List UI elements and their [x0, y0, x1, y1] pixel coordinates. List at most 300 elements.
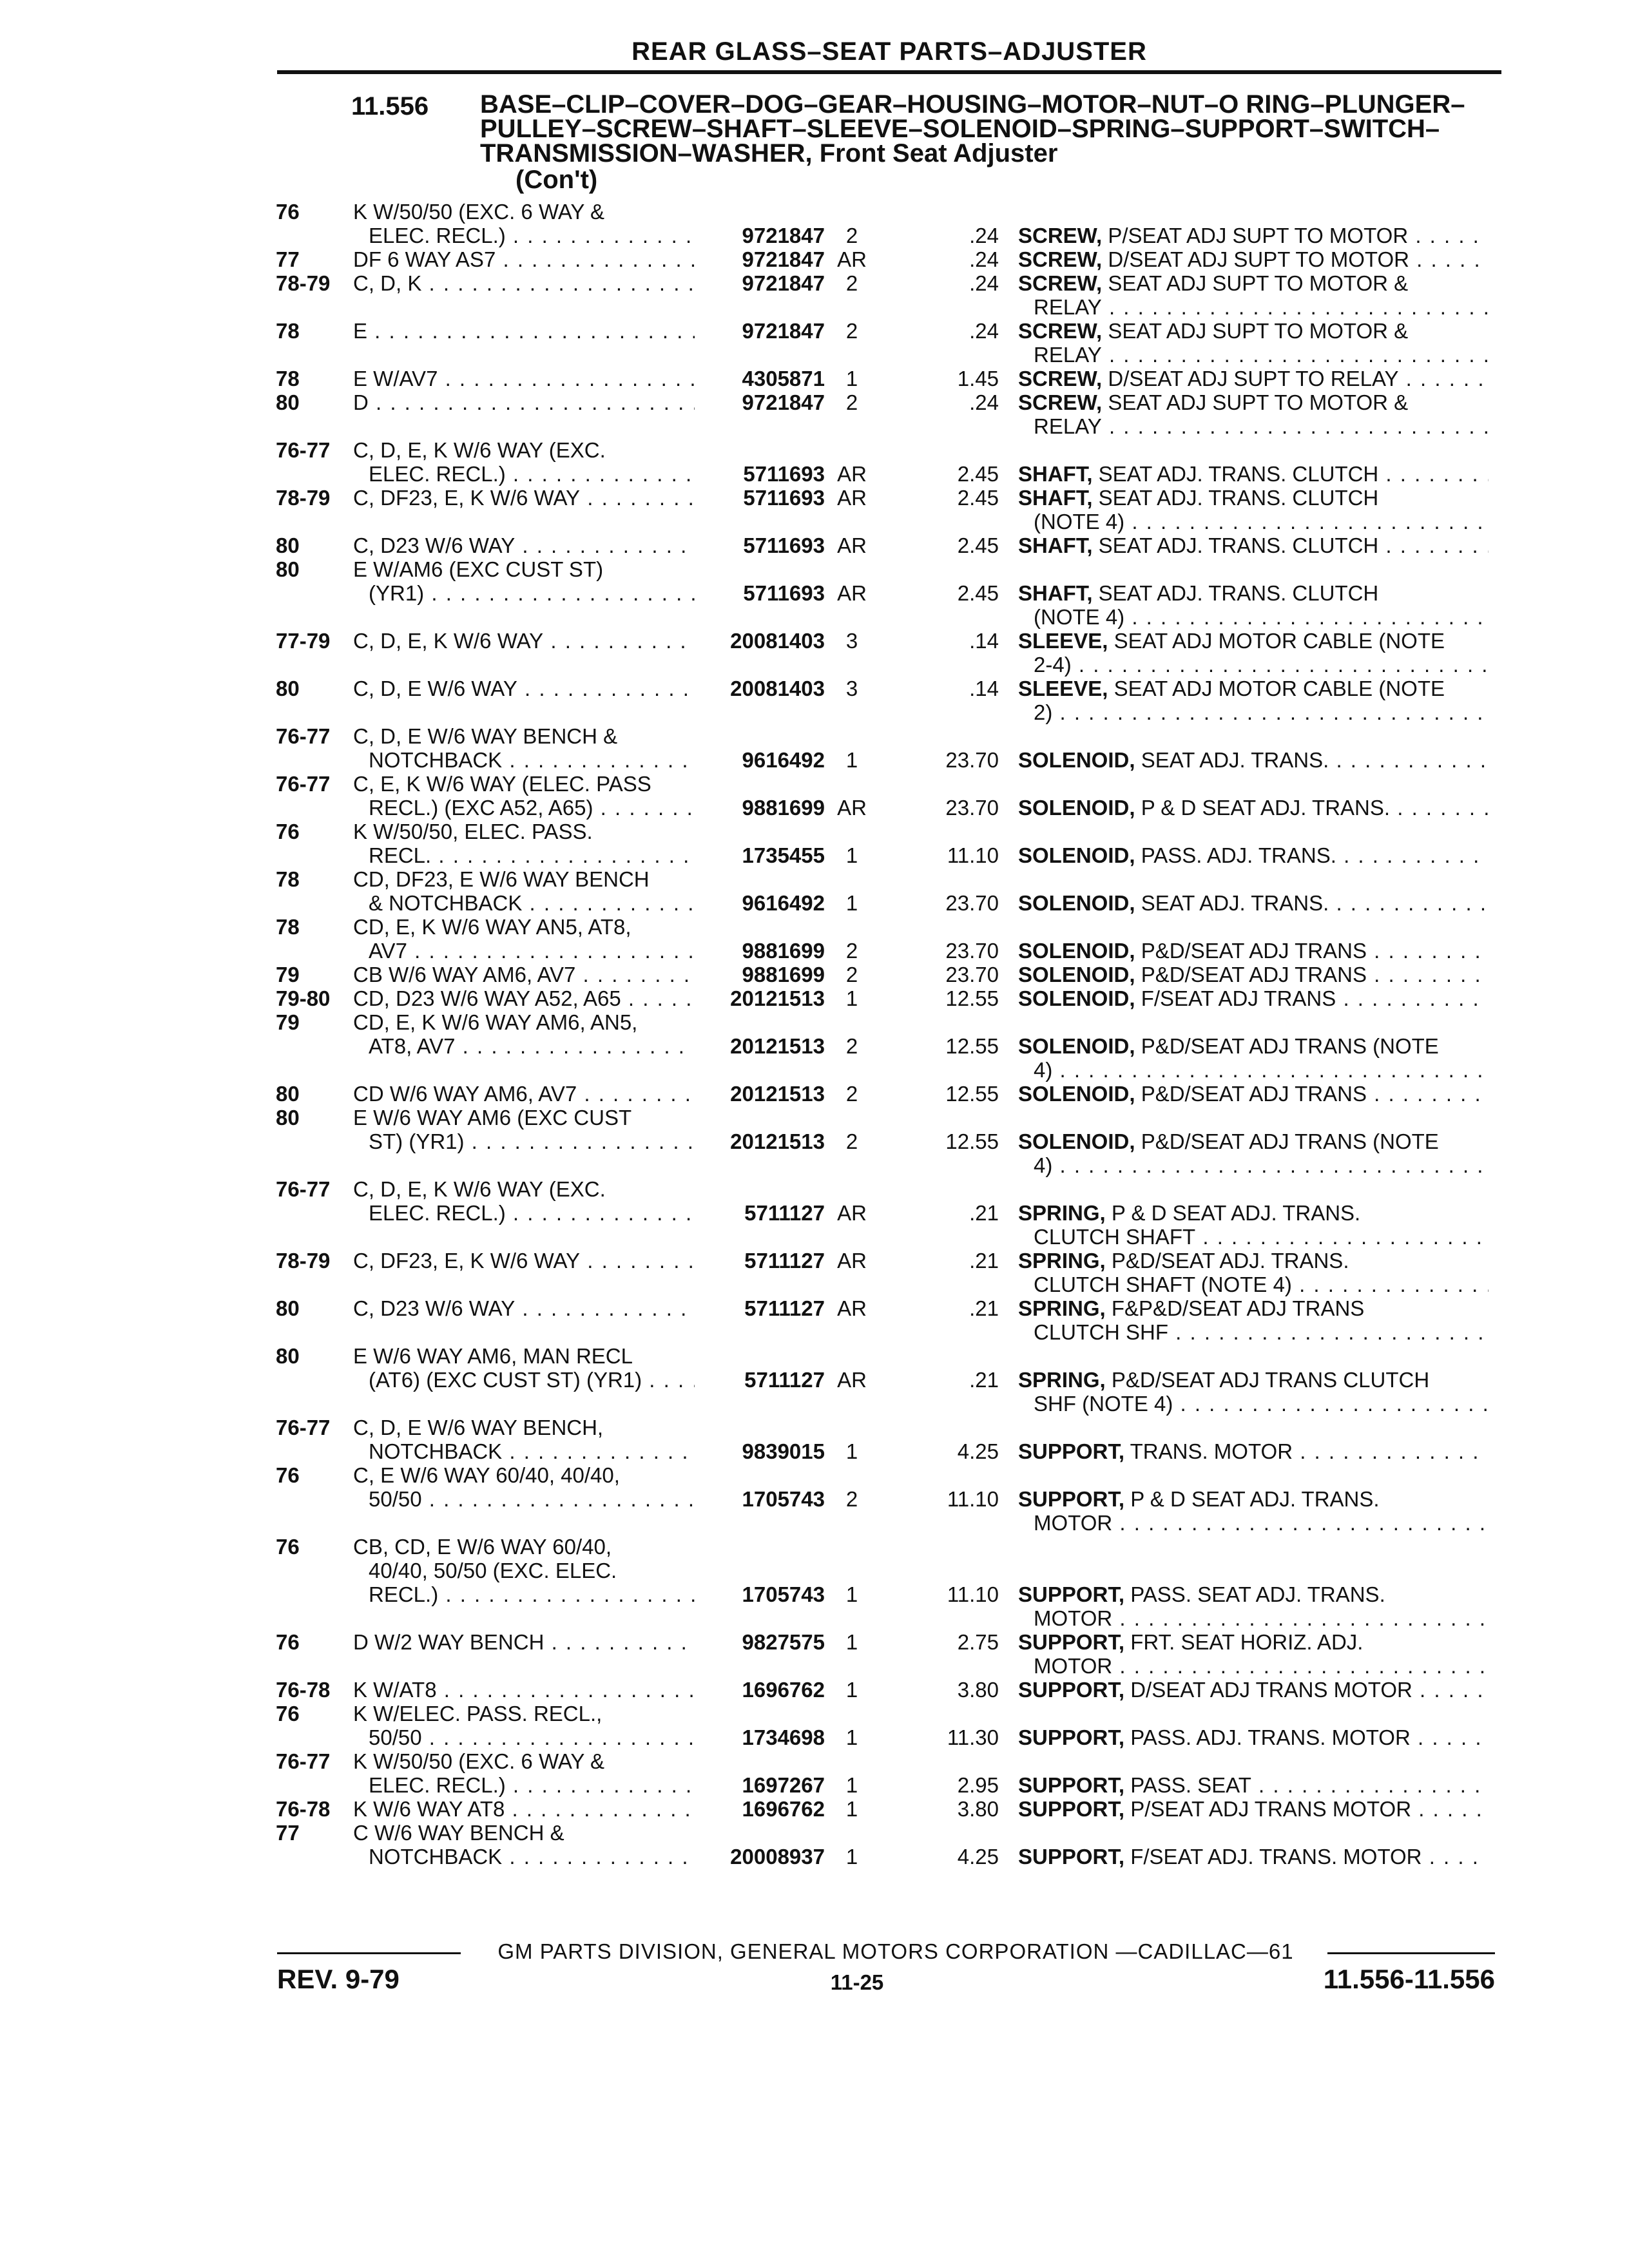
part-name-line — [1018, 1082, 1489, 1106]
footer-revision: REV. 9-79 — [277, 1964, 400, 1994]
part-name-keyword: SCREW, — [1018, 247, 1103, 271]
part-name-line — [1018, 1201, 1489, 1225]
part-name-line — [1018, 748, 1489, 772]
part-number: 20121513 — [730, 1082, 825, 1106]
description-line: CD, E, K W/6 WAY AM6, AN5, — [353, 1010, 638, 1034]
part-name-line — [1018, 486, 1489, 510]
section-title: BASE–CLIP–COVER–DOG–GEAR–HOUSING–MOTOR–NUT–O RING–PLUNGER–PULLEY–SCREW–SHAFT–SLEEVE–SOLENOID–SPRING–SUPPORT–SWITCH–TRANSMISSION–WASHER, Front Seat Adjuster — [480, 90, 1465, 168]
parts-row — [0, 1535, 1629, 1630]
application-description — [353, 629, 695, 653]
quantity — [831, 939, 896, 963]
part-name — [1018, 677, 1489, 724]
part-name-line — [1018, 939, 1489, 963]
parts-row — [0, 557, 1629, 629]
footer-rule-left — [277, 1952, 461, 1954]
price: 23.70 — [945, 963, 999, 986]
part-name-keyword: SUPPORT, — [1018, 1678, 1125, 1702]
model-year: 76-77 — [276, 724, 331, 748]
part-name — [1018, 1582, 1489, 1630]
part-number: 9881699 — [742, 939, 825, 963]
model-year: 80 — [276, 557, 300, 581]
model-year: 80 — [276, 1296, 300, 1320]
quantity-value: AR — [837, 1368, 867, 1392]
part-name-keyword: SUPPORT, — [1018, 1773, 1125, 1797]
part-name-keyword: SCREW, — [1018, 224, 1103, 247]
model-year: 78 — [276, 867, 300, 891]
part-name-line — [1018, 224, 1489, 247]
part-name-keyword: SUPPORT, — [1018, 1845, 1125, 1869]
price: 11.30 — [947, 1725, 999, 1749]
part-name — [1018, 533, 1489, 557]
application-description — [353, 772, 695, 820]
quantity-value: 1 — [845, 1845, 858, 1869]
application-description — [353, 867, 695, 915]
price: 2.95 — [957, 1773, 999, 1797]
description-line: CB W/6 WAY AM6, AV7 . . . — [353, 963, 695, 986]
description-line: D W/2 WAY BENCH . . . — [353, 1630, 695, 1654]
model-year: 78-79 — [276, 271, 331, 295]
description-line: (AT6) (EXC CUST ST) (YR1) . . . — [353, 1368, 695, 1392]
part-number: 9881699 — [742, 963, 825, 986]
price: .24 — [969, 319, 999, 343]
part-name-line — [1018, 796, 1489, 820]
parts-row — [0, 867, 1629, 915]
price: 12.55 — [945, 1129, 999, 1153]
part-number: 9881699 — [742, 796, 825, 820]
description-line: C, D, E, K W/6 WAY (EXC. — [353, 1177, 606, 1201]
application-description — [353, 1106, 695, 1153]
description-line: DF 6 WAY AS7 . . . — [353, 247, 695, 271]
quantity-value: 2 — [845, 1034, 858, 1058]
price: 2.45 — [957, 486, 999, 510]
model-year: 80 — [276, 1106, 300, 1129]
description-line: K W/50/50 (EXC. 6 WAY & — [353, 1749, 605, 1773]
quantity — [831, 1368, 896, 1392]
quantity — [831, 843, 896, 867]
parts-row — [0, 1344, 1629, 1416]
description-line: ST) (YR1) . . . — [353, 1129, 695, 1153]
part-number: 5711127 — [744, 1296, 825, 1320]
quantity — [831, 891, 896, 915]
price: .24 — [969, 224, 999, 247]
description-line: RECL.) (EXC A52, A65) . . . — [353, 796, 695, 820]
part-name-text: P&D/SEAT ADJ TRANS — [1141, 939, 1367, 963]
price: 11.10 — [947, 1487, 999, 1511]
quantity-value: 1 — [845, 843, 858, 867]
quantity — [831, 367, 896, 390]
model-year: 76-78 — [276, 1797, 331, 1821]
part-number: 9616492 — [742, 748, 825, 772]
price: .21 — [969, 1249, 999, 1273]
quantity — [831, 1773, 896, 1797]
part-name-text: SEAT ADJ. TRANS. — [1141, 891, 1329, 915]
parts-row — [0, 820, 1629, 867]
part-name-line — [1018, 843, 1489, 867]
part-name-text: D/SEAT ADJ TRANS MOTOR — [1130, 1678, 1412, 1702]
parts-row — [0, 438, 1629, 486]
description-line: K W/6 WAY AT8 . . . — [353, 1797, 695, 1821]
quantity-value: 2 — [845, 224, 858, 247]
quantity-value: 2 — [845, 271, 858, 295]
application-description — [353, 247, 695, 271]
part-name-line: MOTOR . . . — [1018, 1654, 1489, 1678]
quantity-value: 1 — [845, 1797, 858, 1821]
part-name-line: CLUTCH SHAFT . . . — [1018, 1225, 1489, 1249]
quantity — [831, 1582, 896, 1606]
part-name-keyword: SOLENOID, — [1018, 939, 1135, 963]
quantity-value: 1 — [845, 891, 858, 915]
parts-row — [0, 271, 1629, 319]
description-line: AV7 . . . — [353, 939, 695, 963]
part-number: 5711693 — [743, 581, 825, 605]
price: 12.55 — [945, 1034, 999, 1058]
parts-row — [0, 1821, 1629, 1869]
part-number: 9616492 — [742, 891, 825, 915]
description-line: E W/AM6 (EXC CUST ST) — [353, 557, 604, 581]
model-year: 80 — [276, 390, 300, 414]
parts-row — [0, 915, 1629, 963]
model-year: 80 — [276, 533, 300, 557]
parts-row — [0, 319, 1629, 367]
part-name-keyword: SCREW, — [1018, 271, 1103, 295]
model-year: 78 — [276, 367, 300, 390]
part-name — [1018, 247, 1489, 271]
description-line: 50/50 . . . — [353, 1725, 695, 1749]
application-description — [353, 1749, 695, 1797]
part-name-keyword: SUPPORT, — [1018, 1582, 1125, 1606]
part-name-text: F&P&D/SEAT ADJ TRANS — [1111, 1296, 1365, 1320]
part-number: 1735455 — [742, 843, 825, 867]
quantity-value: 3 — [845, 629, 858, 653]
quantity — [831, 1249, 896, 1273]
price: 11.10 — [947, 843, 999, 867]
description-line: C W/6 WAY BENCH & — [353, 1821, 564, 1845]
part-name-text: P/SEAT ADJ TRANS MOTOR — [1130, 1797, 1412, 1821]
part-name — [1018, 224, 1489, 247]
part-name-line: 2) . . . — [1018, 700, 1489, 724]
quantity-value: 1 — [845, 1630, 858, 1654]
part-name-keyword: SPRING, — [1018, 1249, 1106, 1273]
part-number: 5711127 — [744, 1201, 825, 1225]
part-number: 9721847 — [742, 271, 825, 295]
part-name-text: P/SEAT ADJ SUPT TO MOTOR — [1108, 224, 1409, 247]
part-name-line — [1018, 581, 1489, 605]
description-line: K W/50/50 (EXC. 6 WAY & — [353, 200, 605, 224]
parts-row — [0, 1106, 1629, 1177]
part-name-text: P&D/SEAT ADJ TRANS CLUTCH — [1111, 1368, 1430, 1392]
parts-row — [0, 1082, 1629, 1106]
quantity-value: 2 — [845, 1082, 858, 1106]
part-name — [1018, 1773, 1489, 1797]
application-description — [353, 1630, 695, 1654]
part-name-text: SEAT ADJ. TRANS. CLUTCH — [1098, 581, 1379, 605]
part-name-line — [1018, 677, 1489, 700]
quantity-value: AR — [837, 247, 867, 271]
price: 23.70 — [945, 796, 999, 820]
part-name-text: SEAT ADJ MOTOR CABLE (NOTE — [1113, 629, 1445, 653]
part-number: 5711127 — [744, 1249, 825, 1273]
model-year: 79 — [276, 1010, 300, 1034]
part-name-text: D/SEAT ADJ SUPT TO RELAY — [1108, 367, 1399, 390]
application-description — [353, 677, 695, 700]
page-header — [277, 37, 1501, 74]
parts-row — [0, 367, 1629, 390]
part-name-line — [1018, 1034, 1489, 1058]
application-description — [353, 557, 695, 605]
description-line: NOTCHBACK . . . — [353, 748, 695, 772]
part-number: 9839015 — [742, 1439, 825, 1463]
description-line: CD, DF23, E W/6 WAY BENCH — [353, 867, 650, 891]
part-name — [1018, 1725, 1489, 1749]
part-name-text: P & D SEAT ADJ. TRANS. — [1111, 1201, 1361, 1225]
quantity — [831, 247, 896, 271]
part-number: 5711693 — [743, 533, 825, 557]
description-line: CD, D23 W/6 WAY A52, A65 . . . — [353, 986, 695, 1010]
parts-row — [0, 1797, 1629, 1821]
model-year: 76 — [276, 1535, 300, 1559]
application-description — [353, 1344, 695, 1392]
part-name-keyword: SOLENOID, — [1018, 796, 1135, 820]
price: 3.80 — [957, 1797, 999, 1821]
part-name — [1018, 1201, 1489, 1249]
model-year: 79 — [276, 963, 300, 986]
part-name-line — [1018, 1296, 1489, 1320]
part-name-line — [1018, 319, 1489, 343]
part-name-line — [1018, 1845, 1489, 1869]
part-name-line — [1018, 271, 1489, 295]
part-number: 20081403 — [730, 629, 825, 653]
description-line: C, D23 W/6 WAY . . . — [353, 1296, 695, 1320]
application-description — [353, 319, 695, 343]
part-name — [1018, 891, 1489, 915]
parts-row — [0, 486, 1629, 533]
footer-section-range: 11.556-11.556 — [1323, 1964, 1495, 1994]
part-name-line — [1018, 891, 1489, 915]
part-name-keyword: SHAFT, — [1018, 462, 1093, 486]
part-number: 1696762 — [742, 1797, 825, 1821]
model-year: 80 — [276, 677, 300, 700]
description-line: E W/AV7 . . . — [353, 367, 695, 390]
quantity — [831, 1296, 896, 1320]
quantity-value: 2 — [845, 319, 858, 343]
part-name-line: RELAY . . . — [1018, 414, 1489, 438]
part-number: 1705743 — [742, 1487, 825, 1511]
part-name — [1018, 963, 1489, 986]
description-line: 40/40, 50/50 (EXC. ELEC. — [369, 1559, 617, 1582]
price: 4.25 — [957, 1439, 999, 1463]
part-name-keyword: SOLENOID, — [1018, 963, 1135, 986]
part-name-text: P & D SEAT ADJ. TRANS. — [1141, 796, 1391, 820]
description-line: C, E W/6 WAY 60/40, 40/40, — [353, 1463, 620, 1487]
quantity — [831, 1129, 896, 1153]
part-number: 1705743 — [742, 1582, 825, 1606]
part-name-line: SHF (NOTE 4) . . . — [1018, 1392, 1489, 1416]
quantity-value: AR — [837, 486, 867, 510]
model-year: 76-77 — [276, 1416, 331, 1439]
quantity — [831, 533, 896, 557]
part-name-keyword: SCREW, — [1018, 390, 1103, 414]
description-line: CD W/6 WAY AM6, AV7 . . . — [353, 1082, 695, 1106]
part-number: 9721847 — [742, 390, 825, 414]
part-name-line — [1018, 1129, 1489, 1153]
part-name — [1018, 1368, 1489, 1416]
part-name-keyword: SOLENOID, — [1018, 1034, 1135, 1058]
price: 2.45 — [957, 462, 999, 486]
part-name-keyword: SLEEVE, — [1018, 629, 1108, 653]
part-number: 20081403 — [730, 677, 825, 700]
application-description — [353, 1010, 695, 1058]
application-description — [353, 986, 695, 1010]
application-description — [353, 1702, 695, 1749]
price: .24 — [969, 247, 999, 271]
part-name-keyword: SHAFT, — [1018, 486, 1093, 510]
price: 12.55 — [945, 986, 999, 1010]
parts-row — [0, 1702, 1629, 1749]
page-title: REAR GLASS–SEAT PARTS–ADJUSTER — [631, 37, 1147, 66]
price: 23.70 — [945, 939, 999, 963]
application-description — [353, 1678, 695, 1702]
description-line: NOTCHBACK . . . — [353, 1845, 695, 1869]
parts-row — [0, 1177, 1629, 1249]
part-name-text: PASS. SEAT — [1130, 1773, 1251, 1797]
part-number: 5711693 — [743, 486, 825, 510]
quantity — [831, 1678, 896, 1702]
parts-row — [0, 1463, 1629, 1535]
quantity-value: 1 — [845, 1678, 858, 1702]
description-line: & NOTCHBACK . . . — [353, 891, 695, 915]
part-name-keyword: SUPPORT, — [1018, 1630, 1125, 1654]
quantity-value: 1 — [845, 1582, 858, 1606]
part-name-keyword: SOLENOID, — [1018, 1129, 1135, 1153]
description-line: E W/6 WAY AM6, MAN RECL — [353, 1344, 633, 1368]
part-name-line — [1018, 390, 1489, 414]
application-description — [353, 963, 695, 986]
part-number: 5711693 — [743, 462, 825, 486]
part-number: 5711127 — [744, 1368, 825, 1392]
price: 2.45 — [957, 581, 999, 605]
model-year: 78-79 — [276, 486, 331, 510]
description-line: ELEC. RECL.) . . . — [353, 1201, 695, 1225]
description-line: RECL. . . . — [353, 843, 695, 867]
part-name — [1018, 1678, 1489, 1702]
quantity — [831, 629, 896, 653]
part-name-text: D/SEAT ADJ SUPT TO MOTOR — [1108, 247, 1409, 271]
part-name-keyword: SHAFT, — [1018, 581, 1093, 605]
quantity-value: AR — [837, 1296, 867, 1320]
parts-row — [0, 1249, 1629, 1296]
description-line: D . . . — [353, 390, 695, 414]
quantity — [831, 796, 896, 820]
part-name — [1018, 1129, 1489, 1177]
parts-row — [0, 247, 1629, 271]
price: 23.70 — [945, 891, 999, 915]
description-line: C, D, E W/6 WAY . . . — [353, 677, 695, 700]
quantity — [831, 390, 896, 414]
part-number: 20121513 — [730, 1034, 825, 1058]
part-name-line: CLUTCH SHF . . . — [1018, 1320, 1489, 1344]
application-description — [353, 367, 695, 390]
application-description — [353, 486, 695, 510]
part-name — [1018, 271, 1489, 319]
model-year: 80 — [276, 1344, 300, 1368]
application-description — [353, 1296, 695, 1320]
quantity-value: AR — [837, 581, 867, 605]
parts-row — [0, 1749, 1629, 1797]
application-description — [353, 390, 695, 414]
quantity-value: 1 — [845, 367, 858, 390]
footer-corporation: GM PARTS DIVISION, GENERAL MOTORS CORPORATION —CADILLAC—61 — [497, 1939, 1294, 1963]
quantity — [831, 748, 896, 772]
quantity — [831, 486, 896, 510]
model-year: 76 — [276, 200, 300, 224]
application-description — [353, 271, 695, 295]
part-name-keyword: SUPPORT, — [1018, 1487, 1125, 1511]
model-year: 77-79 — [276, 629, 331, 653]
quantity — [831, 1439, 896, 1463]
quantity-value: AR — [837, 1201, 867, 1225]
application-description — [353, 438, 695, 486]
model-year: 77 — [276, 1821, 300, 1845]
part-name-text: FRT. SEAT HORIZ. ADJ. — [1130, 1630, 1364, 1654]
part-name-text: SEAT ADJ. TRANS. — [1141, 748, 1329, 772]
part-name-line: (NOTE 4) . . . — [1018, 510, 1489, 533]
part-name-text: SEAT ADJ. TRANS. CLUTCH — [1098, 533, 1379, 557]
quantity — [831, 1487, 896, 1511]
application-description — [353, 200, 695, 247]
part-name-line: 4) . . . — [1018, 1153, 1489, 1177]
part-name-text: SEAT ADJ SUPT TO MOTOR & — [1108, 319, 1409, 343]
application-description — [353, 1821, 695, 1869]
description-line: 50/50 . . . — [353, 1487, 695, 1511]
part-name — [1018, 843, 1489, 867]
price: .21 — [969, 1201, 999, 1225]
quantity — [831, 1797, 896, 1821]
part-number: 20008937 — [730, 1845, 825, 1869]
part-name — [1018, 1797, 1489, 1821]
part-name-text: PASS. ADJ. TRANS. — [1141, 843, 1336, 867]
model-year: 76-77 — [276, 1177, 331, 1201]
part-name — [1018, 367, 1489, 390]
price: 12.55 — [945, 1082, 999, 1106]
model-year: 76-77 — [276, 772, 331, 796]
footer-rule-right — [1327, 1952, 1495, 1954]
part-name-line: (NOTE 4) . . . — [1018, 605, 1489, 629]
application-description — [353, 724, 695, 772]
part-number: 9721847 — [742, 224, 825, 247]
quantity — [831, 1201, 896, 1225]
part-name-keyword: SOLENOID, — [1018, 748, 1135, 772]
quantity — [831, 581, 896, 605]
description-line: AT8, AV7 . . . — [353, 1034, 695, 1058]
application-description — [353, 1416, 695, 1463]
part-name-text: SEAT ADJ. TRANS. CLUTCH — [1098, 486, 1379, 510]
application-description — [353, 1177, 695, 1225]
model-year: 76 — [276, 1463, 300, 1487]
quantity-value: AR — [837, 1249, 867, 1273]
part-name-keyword: SHAFT, — [1018, 533, 1093, 557]
part-name — [1018, 1249, 1489, 1296]
part-name-text: TRANS. MOTOR — [1130, 1439, 1293, 1463]
part-name — [1018, 796, 1489, 820]
part-name — [1018, 581, 1489, 629]
part-name — [1018, 486, 1489, 533]
model-year: 76-78 — [276, 1678, 331, 1702]
part-name-keyword: SLEEVE, — [1018, 677, 1108, 700]
description-line: K W/50/50, ELEC. PASS. — [353, 820, 593, 843]
part-name-line: 4) . . . — [1018, 1058, 1489, 1082]
parts-row — [0, 677, 1629, 724]
description-line: C, D, E W/6 WAY BENCH & — [353, 724, 618, 748]
